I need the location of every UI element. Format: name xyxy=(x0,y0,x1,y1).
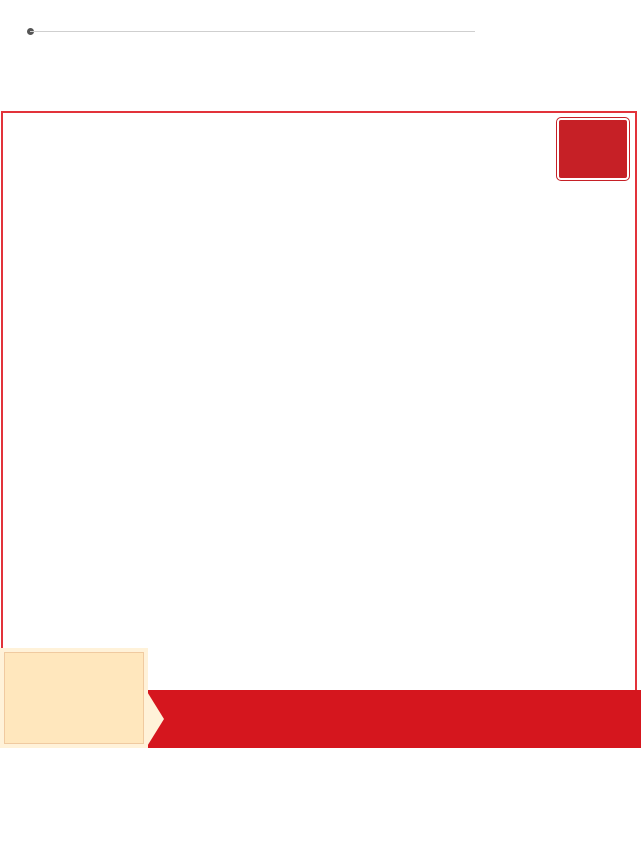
brand-badge-arrow xyxy=(146,690,164,748)
header-rule xyxy=(30,31,475,32)
brand-badge-inner xyxy=(4,652,144,744)
highlight-frame xyxy=(1,111,637,694)
header xyxy=(0,0,641,62)
xiaoyu-office-stamp xyxy=(557,118,629,180)
banner-slogan xyxy=(182,690,622,748)
